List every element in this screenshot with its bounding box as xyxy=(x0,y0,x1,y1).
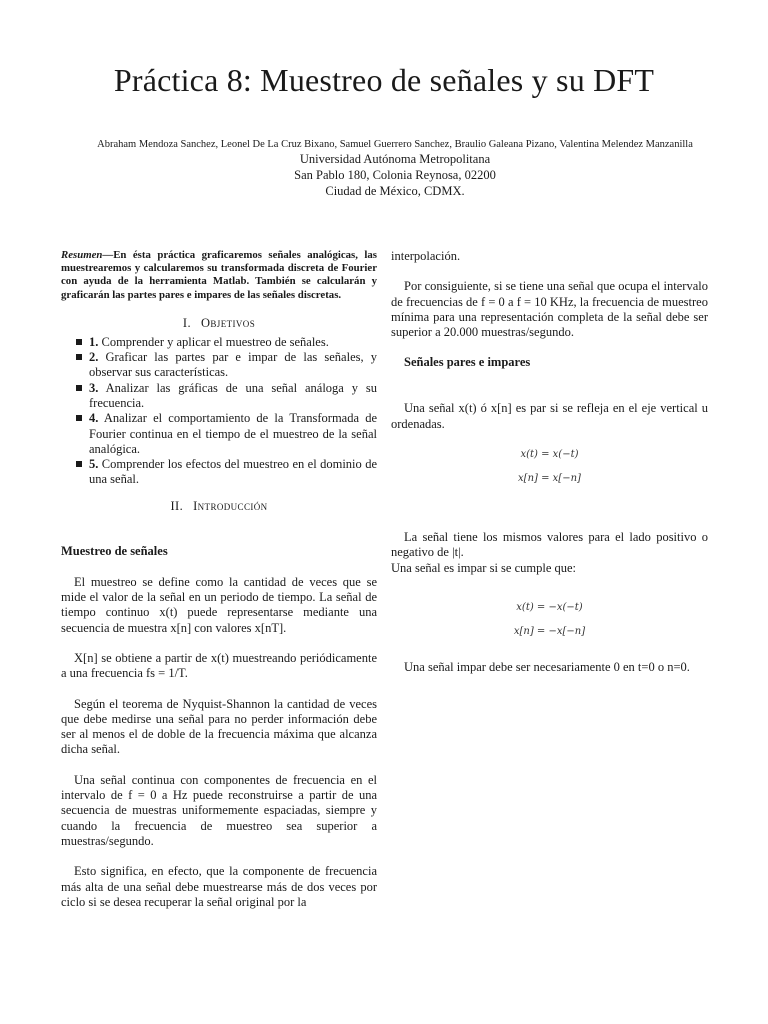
section-title: Introducción xyxy=(193,498,268,513)
item-text: Graficar las partes par e impar de las señales, y observar sus características. xyxy=(89,350,377,380)
section-number: II. xyxy=(170,498,184,513)
item-number: 3. xyxy=(89,380,99,395)
paragraph: X[n] se obtiene a partir de x(t) muestreando periódicamente a una frecuencia fs = 1/T. xyxy=(61,650,377,681)
paragraph: Por consiguiente, si se tiene una señal que ocupa el intervalo de frecuencias de f = 0 a f = 10 KHz, la frecuencia de muestreo mínima para una representación completa de la señal debe ser superior a 20.000 muestras/segundo. xyxy=(391,279,708,340)
item-number: 5. xyxy=(89,457,99,472)
objectives-list xyxy=(61,335,377,488)
section-heading-introduccion xyxy=(61,499,377,514)
paragraph-continuation: interpolación. xyxy=(391,249,461,263)
author-list: Abraham Mendoza Sanchez, Leonel De La Cruz Bixano, Samuel Guerrero Sanchez, Braulio Galeana Pizano, Valentina Melendez Manzanilla xyxy=(97,139,693,150)
section-title: Objetivos xyxy=(200,315,256,330)
paragraph: Una señal impar debe ser necesariamente 0 en t=0 o n=0. xyxy=(404,659,690,674)
paragraph: Una señal es impar si se cumple que: xyxy=(391,560,577,575)
equation-par-continuous: x(t) = x(−t) xyxy=(520,449,579,461)
bullet-icon xyxy=(76,339,82,345)
paper-title: Práctica 8: Muestreo de señales y su DFT xyxy=(113,62,655,98)
list-item xyxy=(61,411,377,457)
paragraph: La señal tiene los mismos valores para el lado positivo o negativo de |t|. xyxy=(391,530,708,560)
item-text: Analizar las gráficas de una señal análoga y su frecuencia. xyxy=(89,380,377,410)
bullet-icon xyxy=(76,385,82,391)
bullet-icon xyxy=(76,354,82,360)
equation-impar-continuous: x(t) = −x(−t) xyxy=(516,601,583,613)
paragraph: Una señal continua con componentes de frecuencia en el intervalo de f = 0 a Hz puede reconstruirse a partir de una secuencia de muestras uniformemente espaciadas, siempre y cuando la frecuencia de muestreo sea superior a muestras/segundo. xyxy=(61,772,377,848)
paragraph: Una señal x(t) ó x[n] es par si se refleja en el eje vertical u ordenadas. xyxy=(391,401,708,431)
paragraph: Esto significa, en efecto, que la componente de frecuencia más alta de una señal debe muestrearse más de dos veces por ciclo si se desea recuperar la señal original por la xyxy=(61,864,377,909)
list-item xyxy=(61,381,377,412)
bullet-icon xyxy=(76,461,82,467)
item-number: 1. xyxy=(89,334,99,349)
right-column xyxy=(391,249,708,675)
address: San Pablo 180, Colonia Reynosa, 02200 xyxy=(294,168,496,182)
list-item xyxy=(61,457,377,488)
equation-impar-discrete: x[n] = −x[−n] xyxy=(513,625,586,637)
item-text: Analizar el comportamiento de la Transformada de Fourier continua en el tiempo de el muestreo de la señal analógica. xyxy=(89,411,377,456)
item-number: 4. xyxy=(89,411,99,426)
paragraph: Según el teorema de Nyquist-Shannon la cantidad de veces que debe medirse una señal para no perder información debe ser al menos el de doble de la frecuencia máxima que alcanza dicha señal. xyxy=(61,696,377,757)
city: Ciudad de México, CDMX. xyxy=(325,184,465,198)
abstract-lead: Resumen xyxy=(61,249,103,261)
paragraph: El muestreo se define como la cantidad de veces que se mide el valor de la señal en un periodo de tiempo. La señal de tiempo continuo x(t) puede representarse mediante una secuencia de muestra x[n] con valores x[nT]. xyxy=(61,574,377,635)
subsection-heading-muestreo: Muestreo de señales xyxy=(61,543,168,558)
bullet-icon xyxy=(76,415,82,421)
section-number: I. xyxy=(182,315,191,330)
subsection-heading-pares: Señales pares e impares xyxy=(404,355,531,370)
item-text: Comprender los efectos del muestreo en el dominio de una señal. xyxy=(89,457,377,487)
item-number: 2. xyxy=(89,350,99,365)
institution: Universidad Autónoma Metropolitana xyxy=(299,152,491,166)
abstract-text: —En ésta práctica graficaremos señales analógicas, las muestrearemos y calcularemos su transformada discreta de Fourier con ayuda de la herramienta Matlab. También se calcularán y graficarán las partes pares e impares de las señales discretas. xyxy=(61,249,377,301)
left-column xyxy=(61,249,377,910)
list-item xyxy=(61,350,377,381)
section-heading-objetivos xyxy=(61,316,377,331)
abstract xyxy=(61,249,377,302)
item-text: Comprender y aplicar el muestreo de señales. xyxy=(98,334,329,349)
list-item xyxy=(61,335,377,350)
equation-par-discrete: x[n] = x[−n] xyxy=(518,473,581,485)
